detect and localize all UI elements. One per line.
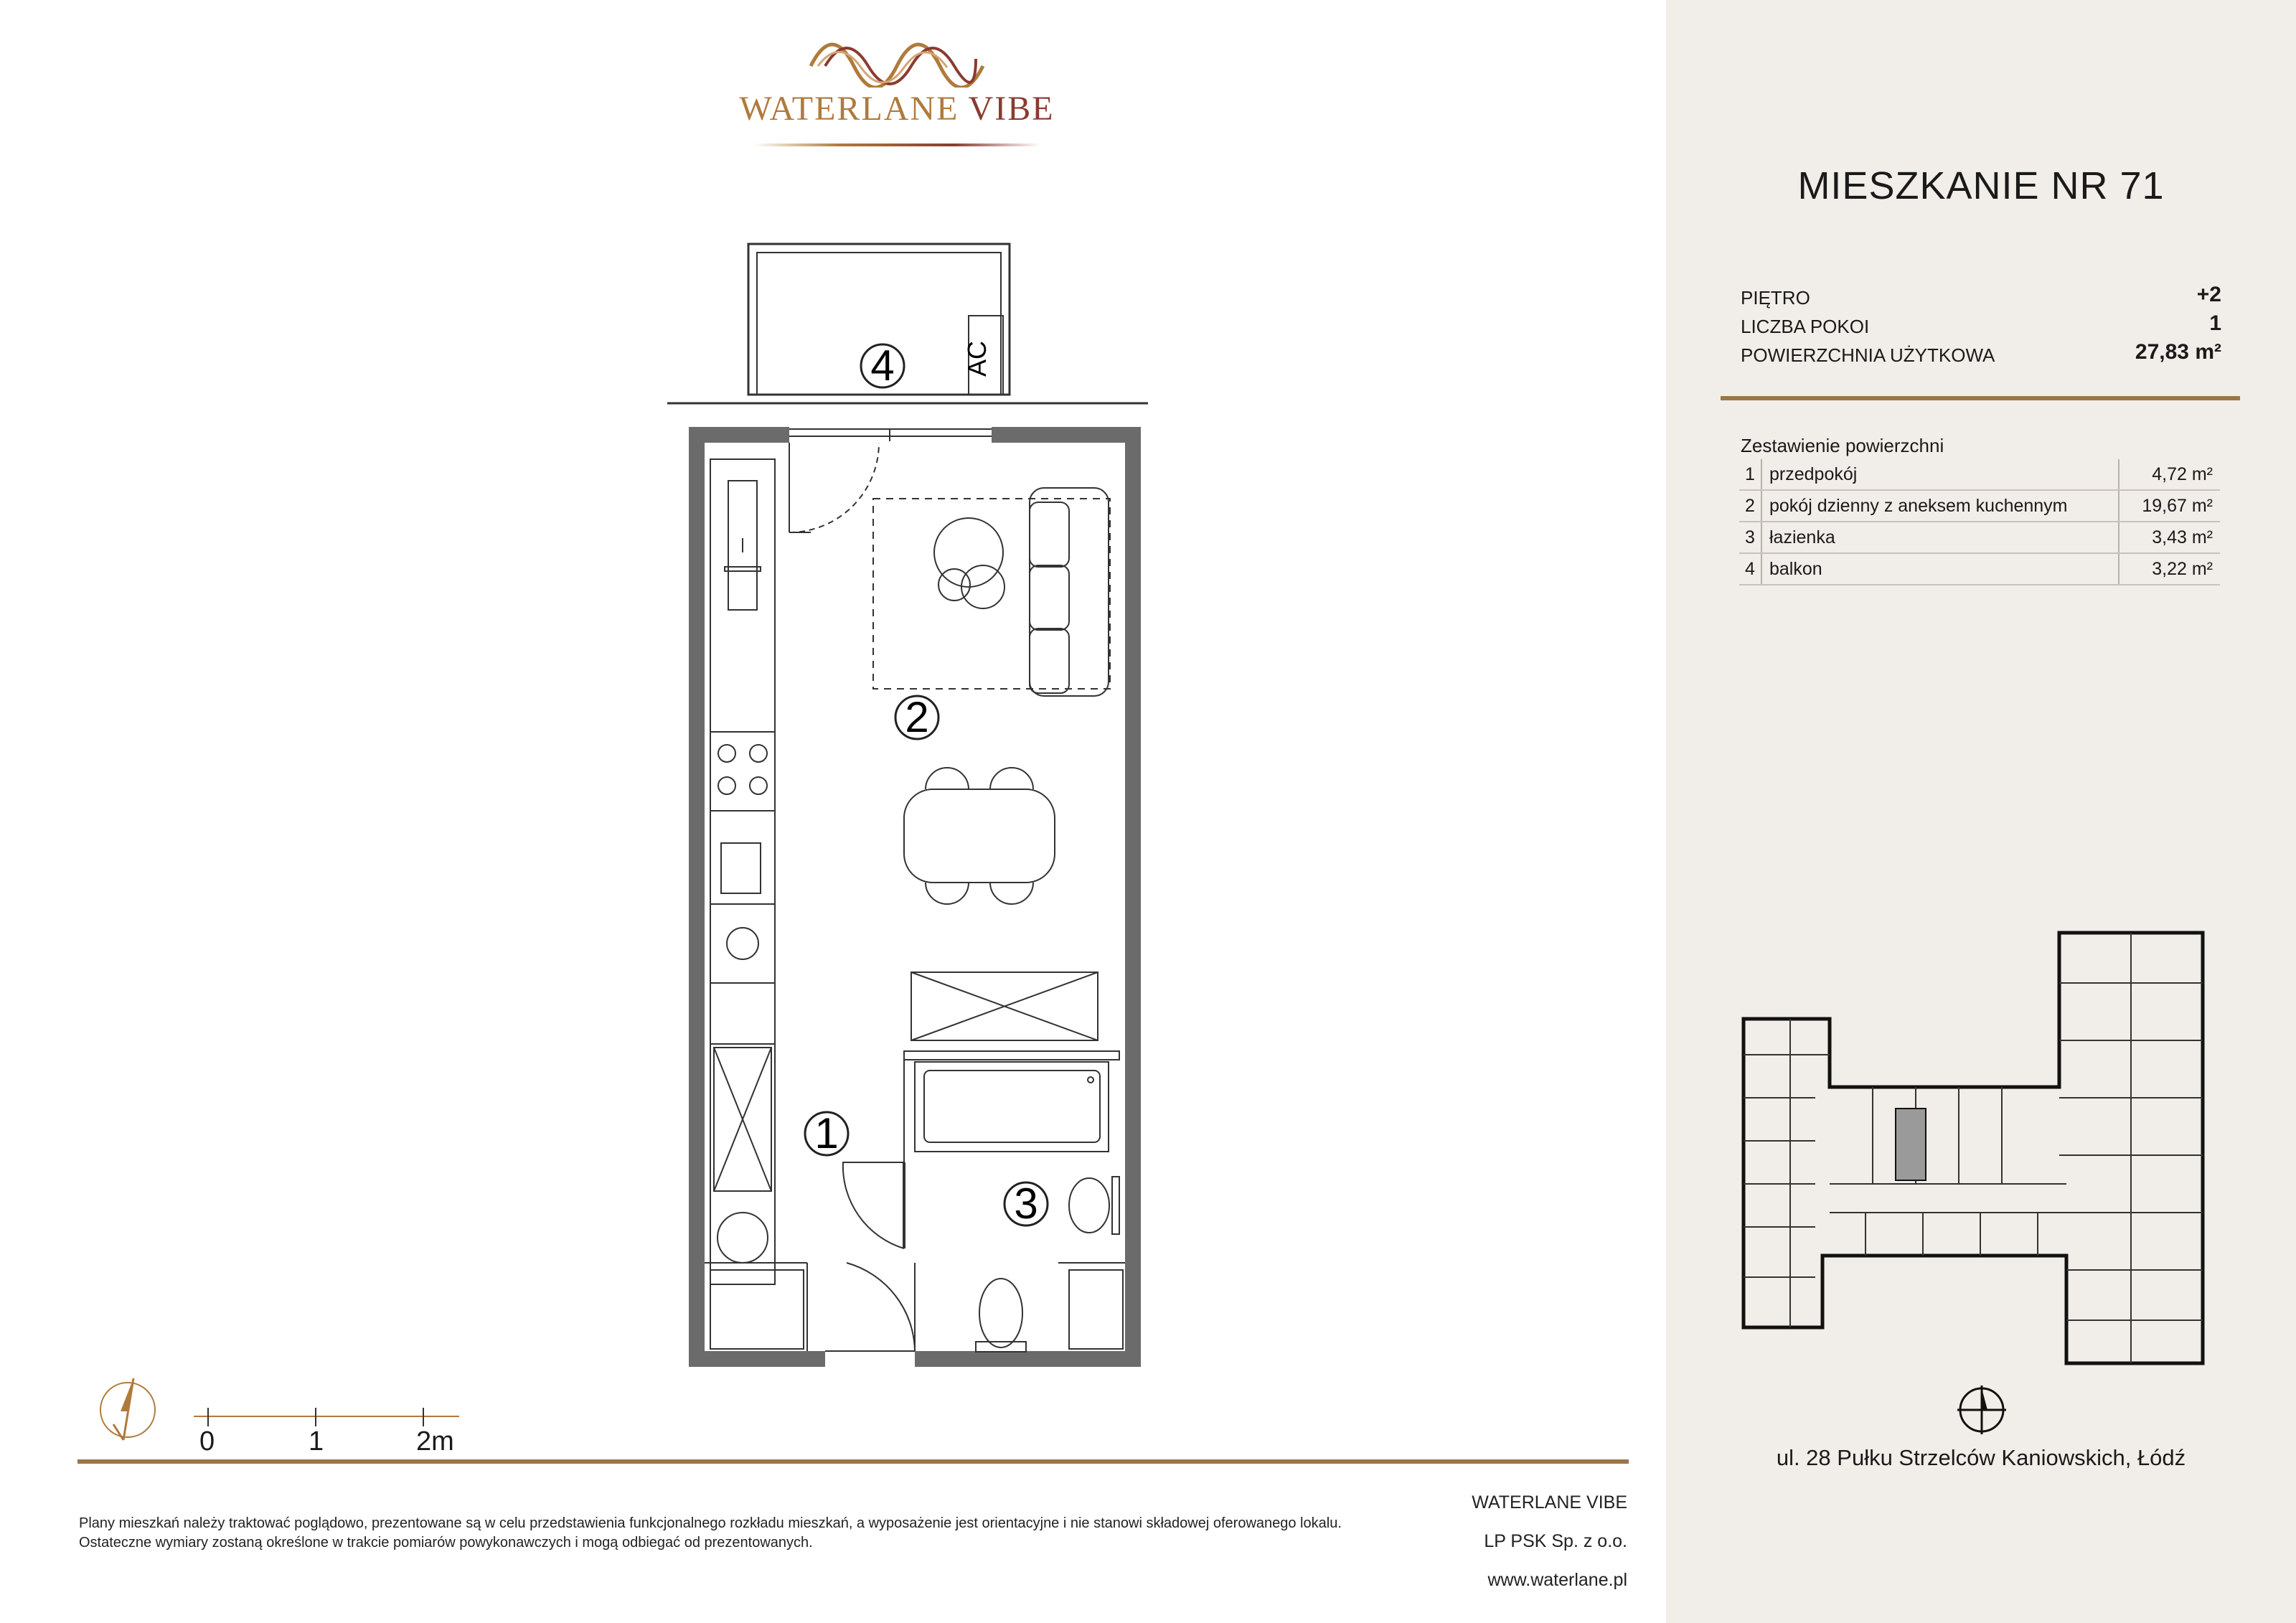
scale-tick-1: 1 (309, 1426, 324, 1457)
table-row: 3 łazienka 3,43 m² (1739, 522, 2220, 553)
areas-title: Zestawienie powierzchni (1741, 435, 1944, 456)
disclaimer (79, 1514, 1478, 1553)
scale-tick-0: 0 (199, 1426, 215, 1457)
company-legal: LP PSK Sp. z o.o. (1484, 1531, 1627, 1551)
disclaimer-line-1: Plany mieszkań należy traktować poglądowo, prezentowane są w celu przedstawienia funkcjonalnego rozkładu mieszkań, a wyposażenie jest orientacyjne i nie stanowi składowej oferowanego lokalu. (79, 1515, 1342, 1531)
room-label-4: 4 (870, 342, 895, 390)
scale-bar (194, 1406, 466, 1428)
brand-name: WATERLANE VIBE (739, 90, 1055, 128)
areas-table (1739, 459, 2220, 585)
compass-icon (92, 1374, 164, 1446)
detail-value: 1 (2209, 311, 2221, 335)
detail-label: PIĘTRO (1741, 287, 1810, 309)
ac-label: AC (962, 340, 992, 377)
room-label-3: 3 (1014, 1180, 1038, 1228)
detail-floor (1741, 283, 2221, 311)
building-key-plan (1736, 926, 2210, 1385)
room-label-2: 2 (905, 693, 929, 741)
apartment-highlight (1896, 1109, 1926, 1180)
detail-value: +2 (2196, 283, 2221, 306)
floor-plan (667, 237, 1155, 1370)
balcony (667, 244, 1148, 403)
disclaimer-line-2: Ostateczne wymiary zostaną określone w trakcie pomiarów powykonawczych i mogą odbiegać od prezentowanych. (79, 1535, 813, 1551)
room-label-1: 1 (814, 1109, 839, 1157)
detail-value: 27,83 m² (2135, 340, 2221, 364)
detail-area (1741, 340, 2221, 369)
brand-logo (725, 16, 1069, 152)
kitchen (710, 459, 775, 1284)
north-arrow-icon (1953, 1381, 2010, 1439)
company-website[interactable]: www.waterlane.pl (1487, 1570, 1627, 1590)
bathroom (843, 972, 1119, 1352)
table-row: 2 pokój dzienny z aneksem kuchennym 19,67 m² (1739, 490, 2220, 522)
scale-tick-2: 2m (416, 1426, 454, 1457)
detail-rooms (1741, 311, 2221, 340)
company-name: WATERLANE VIBE (1472, 1492, 1627, 1513)
logo-underline (753, 144, 1040, 146)
detail-label: LICZBA POKOI (1741, 316, 1870, 337)
wave-logo-icon (725, 16, 1069, 88)
address: ul. 28 Pułku Strzelców Kaniowskich, Łódź (1776, 1445, 2186, 1470)
panel-rule (1721, 396, 2240, 400)
table-row: 1 przedpokój 4,72 m² (1739, 459, 2220, 490)
apartment-title: MIESZKANIE NR 71 (1797, 164, 2165, 207)
detail-label: POWIERZCHNIA UŻYTKOWA (1741, 344, 1995, 366)
table-row: 4 balkon 3,22 m² (1739, 553, 2220, 585)
balcony-door (789, 429, 992, 532)
entrance (705, 1263, 1125, 1351)
footer-rule (77, 1459, 1629, 1464)
